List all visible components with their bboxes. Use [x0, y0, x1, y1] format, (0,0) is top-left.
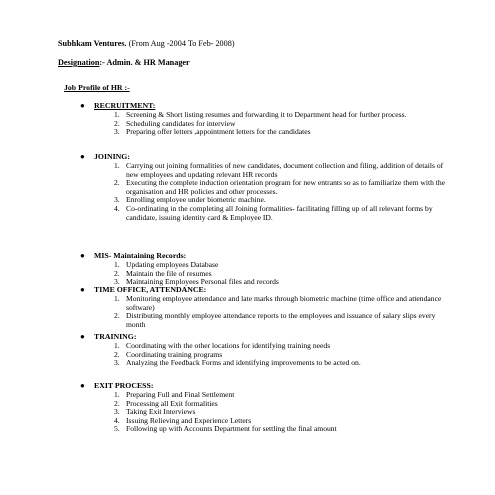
bullet-icon: ●: [80, 332, 85, 341]
list-item: 2. Processing all Exit formalities: [114, 398, 218, 408]
list-item: 3. Preparing offer letters ,appointment letters for the candidates: [114, 127, 311, 137]
section-title: RECRUITMENT:: [94, 101, 156, 110]
company-name: Subhkam Ventures.: [58, 39, 127, 48]
job-profile-heading: Job Profile of HR :-: [64, 83, 130, 92]
list-item: 1. Carrying out joining formalities of new candidates, document collection and filing, addition of details of new employees and updating relevant HR records: [114, 161, 444, 179]
list-item: 4. Issuing Relieving and Experience Letters: [114, 415, 252, 425]
list-item: 3. Maintaining Employees Personal files and records: [114, 277, 279, 287]
section-joining: [80, 153, 450, 222]
section-title: JOINING:: [94, 152, 130, 161]
section-recruitment: [80, 102, 450, 137]
bullet-icon: ●: [80, 251, 85, 260]
section-title: MIS- Maintaining Records:: [94, 251, 187, 260]
list-item: 5. Following up with Accounts Department for settling the final amount: [114, 424, 337, 434]
list-item: 1. Coordinating with the other locations for identifying training needs: [114, 341, 331, 350]
employment-period: (From Aug -2004 To Feb- 2008): [128, 39, 235, 48]
list-item: 3. Taking Exit Interviews: [114, 407, 196, 417]
list-item: 2. Scheduling candidates for interview: [114, 118, 236, 128]
designation-line: [58, 59, 190, 68]
section-title: TIME OFFICE, ATTENDANCE:: [94, 285, 207, 294]
list-item: 4. Co-ordinating in the completing all Joining formalities- facilitating filling up of all relevant forms by candidate, issuing identity card & Employee ID.: [114, 203, 433, 222]
section-exit-process: [80, 382, 450, 434]
list-item: 3. Enrolling employee under biometric machine.: [114, 195, 266, 205]
section-title: TRAINING:: [94, 332, 137, 341]
section-time-office: [80, 286, 450, 329]
bullet-icon: ●: [80, 285, 85, 294]
section-mis: [80, 252, 450, 287]
bullet-icon: ●: [80, 381, 85, 390]
list-item: 2. Distributing monthly employee attendance reports to the employees and issuance of salary slips every month: [114, 311, 436, 329]
designation-label: Designation: [58, 58, 100, 67]
list-item: 1. Monitoring employee attendance and late marks through biometric machine (time office and attendance software): [114, 294, 442, 312]
list-item: 1. Screening & Short listing resumes and forwarding it to Department head for further process.: [114, 110, 407, 119]
list-item: 3. Analyzing the Feedback Forms and identifying improvements to be acted on.: [114, 358, 361, 368]
list-item: 1. Updating employees Database: [114, 260, 219, 269]
company-line: [58, 40, 235, 49]
section-training: [80, 333, 450, 368]
list-item: 2. Coordinating training programs: [114, 349, 223, 359]
bullet-icon: ●: [80, 101, 85, 110]
list-item: 2. Maintain the file of resumes: [114, 268, 212, 278]
bullet-icon: ●: [80, 152, 85, 161]
designation-value: :- Admin. & HR Manager: [99, 58, 190, 67]
list-item: 2. Executing the complete induction orientation program for new entrants so as to familiarize them with the organisation and HR policies and other processes.: [114, 178, 446, 196]
section-title: EXIT PROCESS:: [94, 381, 154, 390]
list-item: 1. Preparing Full and Final Settlement: [114, 390, 235, 399]
